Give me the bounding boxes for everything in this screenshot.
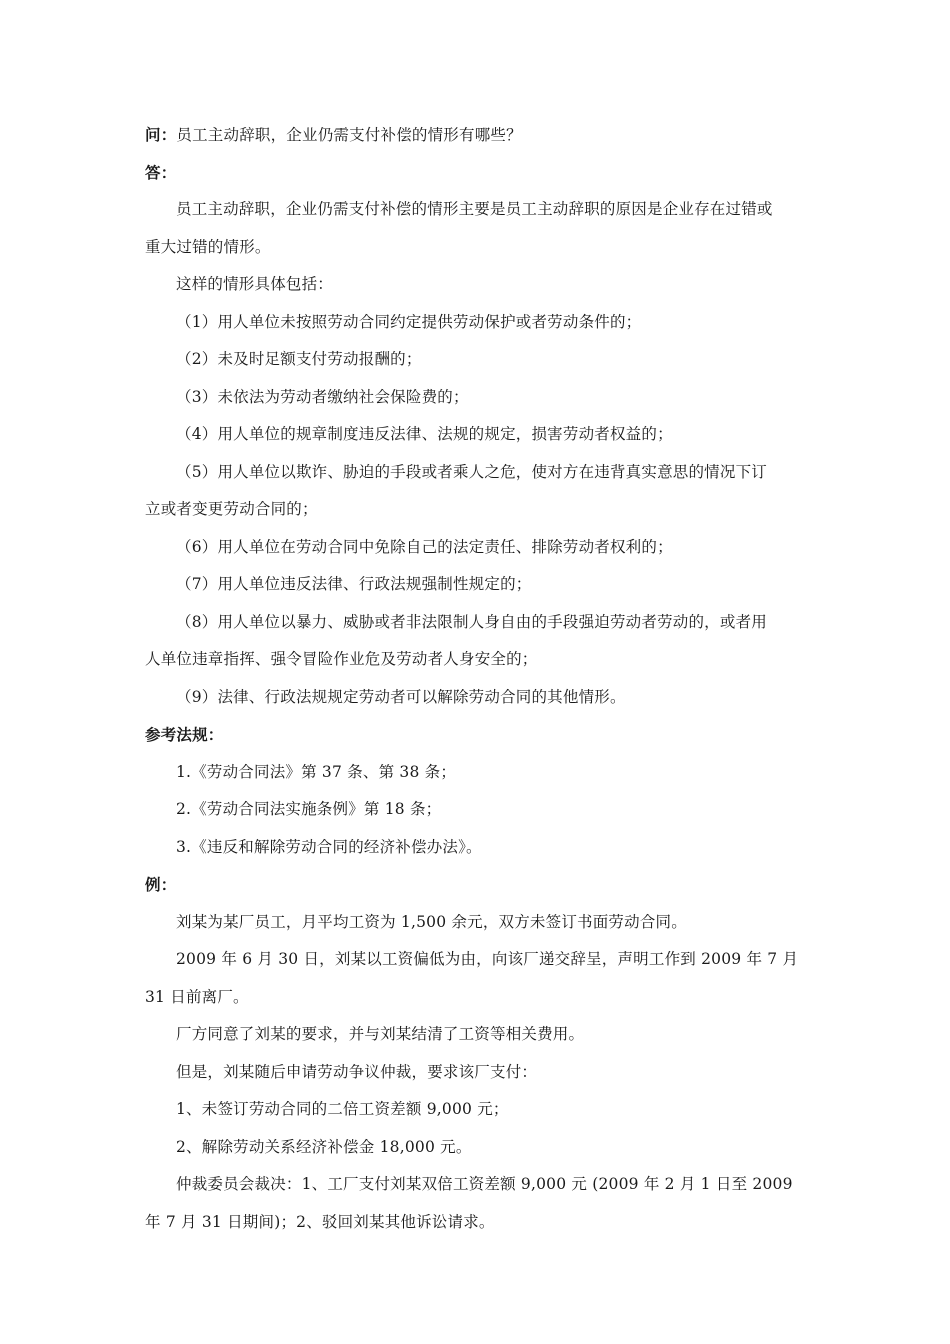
reference-item: 2.《劳动合同法实施条例》第 18 条；: [176, 800, 442, 818]
example-line-continuation: 年 7 月 31 日期间)；2、驳回刘某其他诉讼请求。: [145, 1212, 495, 1231]
list-item: （3）未依法为劳动者缴纳社会保险费的；: [176, 387, 469, 406]
example-line: 2、解除劳动关系经济补偿金 18,000 元。: [176, 1137, 472, 1156]
reference-item: 3.《违反和解除劳动合同的经济补偿办法》。: [176, 837, 482, 856]
example-line: 2009 年 6 月 30 日，刘某以工资偏低为由，向该厂递交辞呈，声明工作到 2009 年 7 月: [176, 950, 799, 968]
example-line: 仲裁委员会裁决：1、工厂支付刘某双倍工资差额 9,000 元 (2009 年 2 月 1 日至 2009: [176, 1175, 793, 1193]
example-label: 例：: [145, 875, 177, 894]
example-line: 厂方同意了刘某的要求，并与刘某结清了工资等相关费用。: [176, 1025, 585, 1043]
reference-item: 1.《劳动合同法》第 37 条、第 38 条；: [176, 762, 457, 781]
question-label: 问：: [145, 125, 177, 144]
question-text: 员工主动辞职，企业仍需支付补偿的情形有哪些？: [176, 126, 522, 144]
example-line-continuation: 31 日前离厂。: [145, 987, 249, 1006]
document-page: [145, 116, 810, 1241]
list-item: （9）法律、行政法规规定劳动者可以解除劳动合同的其他情形。: [176, 687, 626, 706]
example-line: 1、未签订劳动合同的二倍工资差额 9,000 元；: [176, 1100, 509, 1118]
question-line: [145, 116, 810, 154]
list-item: （1）用人单位未按照劳动合同约定提供劳动保护或者劳动条件的；: [176, 312, 642, 331]
answer-intro-line-1: 员工主动辞职，企业仍需支付补偿的情形主要是员工主动辞职的原因是企业存在过错或: [176, 200, 773, 218]
list-item: （8）用人单位以暴力、威胁或者非法限制人身自由的手段强迫劳动者劳动的，或者用: [176, 612, 767, 631]
answer-label: 答：: [145, 162, 177, 182]
list-item: （7）用人单位违反法律、行政法规强制性规定的；: [176, 575, 532, 593]
list-item: （6）用人单位在劳动合同中免除自己的法定责任、排除劳动者权利的；: [176, 537, 673, 556]
list-item-continuation: 立或者变更劳动合同的；: [145, 500, 318, 518]
references-label: 参考法规：: [145, 725, 224, 744]
example-line: 但是，刘某随后申请劳动争议仲裁，要求该厂支付：: [176, 1062, 538, 1081]
example-line: 刘某为某厂员工，月平均工资为 1,500 余元，双方未签订书面劳动合同。: [176, 912, 687, 931]
list-item: （2）未及时足额支付劳动报酬的；: [176, 350, 422, 368]
answer-lead: 这样的情形具体包括：: [176, 275, 334, 293]
list-item: （4）用人单位的规章制度违反法律、法规的规定，损害劳动者权益的；: [176, 425, 673, 443]
answer-intro-line-2: 重大过错的情形。: [145, 237, 271, 256]
list-item-continuation: 人单位违章指挥、强令冒险作业危及劳动者人身安全的；: [145, 650, 538, 668]
list-item: （5）用人单位以欺诈、胁迫的手段或者乘人之危，使对方在违背真实意思的情况下订: [176, 462, 767, 481]
